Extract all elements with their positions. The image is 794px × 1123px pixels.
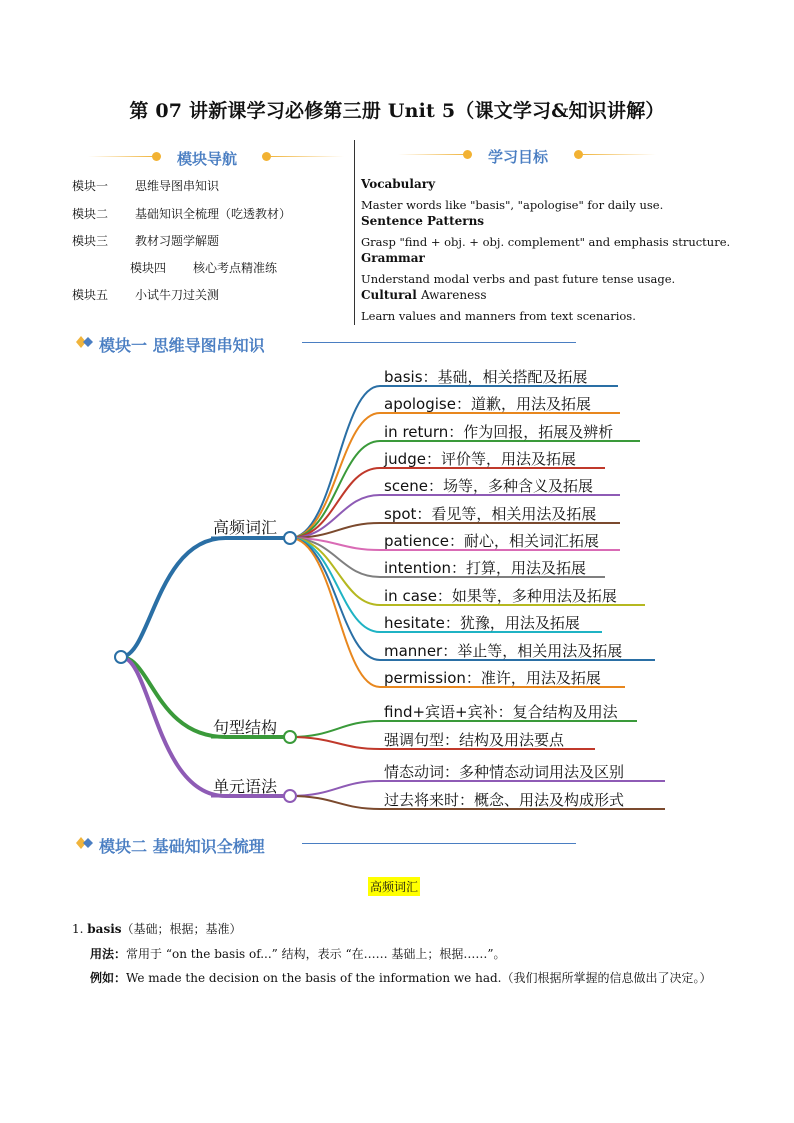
section-2-heading: 模块二 基础知识全梳理 [99,837,265,856]
entry-1-usage: 用法：常用于 “on the basis of...” 结构，表示 “在…… 基础上；根据……”。 [90,947,506,961]
mindmap-leaf: patience：耐心，相关词汇拓展 [384,532,599,550]
mindmap-leaf: hesitate：犹豫，用法及拓展 [384,614,580,632]
section-1-heading: 模块一 思维导图串知识 [99,336,265,355]
goal-vocabulary-heading: Vocabulary [361,177,436,191]
root-node [115,651,127,663]
goals-heading-line-left [398,154,466,155]
mindmap-branch-label: 高频词汇 [213,518,278,537]
mindmap-leaf: in return：作为回报，拓展及辨析 [384,423,614,441]
mindmap-leaf: basis：基础，相关搭配及拓展 [384,368,588,386]
goal-grammar-heading: Grammar [361,251,425,265]
mindmap-leaf: 强调句型：结构及用法要点 [384,731,565,749]
highlight-label: 高频词汇 [368,877,420,896]
goal-grammar-text: Understand modal verbs and past future tense usage. [361,272,676,286]
mindmap-leaf: scene：场等，多种含义及拓展 [384,477,594,495]
branch-node [284,731,296,743]
mindmap-branch-label: 单元语法 [213,777,278,796]
nav-heading-dot-left [152,152,161,161]
section-1-line [302,342,576,343]
goal-cultural-heading: Cultural Awareness [361,288,487,302]
nav-heading: 模块导航 [177,150,238,168]
nav-item-3[interactable]: 模块三 教材习题学解题 [72,234,220,248]
diamond-icon [76,335,94,349]
mindmap-leaf: in case：如果等，多种用法及拓展 [384,587,617,605]
mindmap-leaf: permission：准许，用法及拓展 [384,669,601,687]
page-title: 第 07 讲新课学习必修第三册 Unit 5（课文学习&知识讲解） [129,100,665,122]
goal-sentence-heading: Sentence Patterns [361,214,485,228]
mindmap-leaf: 过去将来时：概念、用法及构成形式 [384,791,625,809]
goal-sentence-text: Grasp "find + obj. + obj. complement" and emphasis structure. [361,235,731,249]
goal-vocabulary-text: Master words like "basis", "apologise" for daily use. [361,198,664,212]
nav-item-5[interactable]: 模块五 小试牛刀过关测 [72,288,220,302]
goals-heading: 学习目标 [488,148,549,166]
goal-cultural-text: Learn values and manners from text scenarios. [361,309,636,323]
diamond-icon [76,836,94,850]
branch-node [284,790,296,802]
goals-heading-line-right [582,154,656,155]
branch-node [284,532,296,544]
nav-item-4[interactable]: 模块四 核心考点精准练 [130,261,278,275]
mindmap-leaf: manner：举止等，相关用法及拓展 [384,642,623,660]
mindmap-leaf: intention：打算，用法及拓展 [384,559,587,577]
section-2-line [302,843,576,844]
mindmap-leaf: apologise：道歉，用法及拓展 [384,395,591,413]
nav-item-1[interactable]: 模块一 思维导图串知识 [72,179,220,193]
column-divider [354,140,355,325]
entry-1-example: 例如：We made the decision on the basis of the information we had.（我们根据所掌握的信息做出了决定。） [90,971,712,985]
nav-heading-line-right [270,156,344,157]
nav-item-2[interactable]: 模块二 基础知识全梳理（吃透教材） [72,207,292,221]
mindmap-branch-label: 句型结构 [213,718,278,737]
mindmap-leaf: judge：评价等，用法及拓展 [384,450,576,468]
nav-heading-line-left [88,156,154,157]
entry-1-heading: 1. basis（基础；根据；基准） [72,922,242,936]
mindmap-leaf: 情态动词：多种情态动词用法及区别 [384,763,625,781]
goals-heading-dot-left [463,150,472,159]
mindmap-leaf: find+宾语+宾补：复合结构及用法 [384,703,618,721]
mindmap-leaf: spot：看见等，相关用法及拓展 [384,505,597,523]
branch-connector [121,538,290,657]
